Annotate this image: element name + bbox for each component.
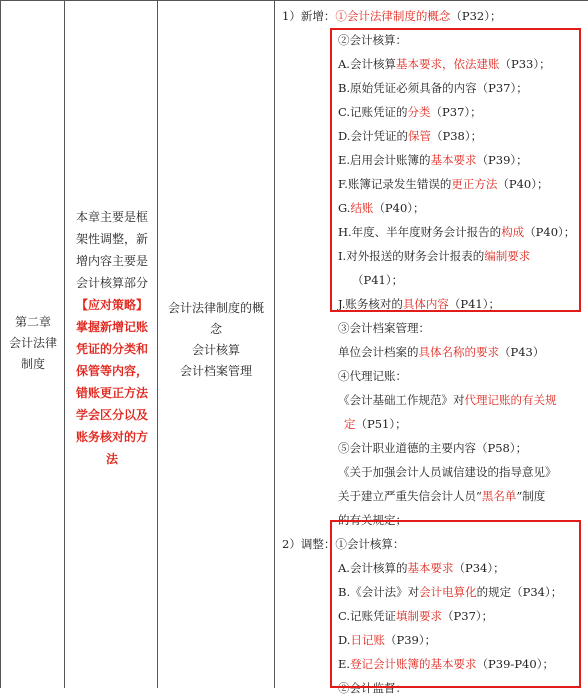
summary-line: 增内容主要是 [75, 254, 148, 268]
highlighted-text: 构成 [501, 225, 525, 239]
content-line [344, 412, 407, 436]
strategy-line: 凭证的分类和 [75, 342, 148, 356]
strategy-line: 【应对策略】 [75, 298, 148, 312]
highlighted-text: 基本要求，依法建账 [395, 57, 500, 71]
topic-line: 会计核算 [191, 343, 240, 357]
highlight-box-adjusted-accounting [330, 520, 581, 688]
content-text: ②会计监督： [338, 681, 407, 695]
highlighted-text: 会计电算化 [419, 585, 477, 599]
content-line [338, 364, 407, 388]
highlighted-text: 定 [344, 417, 356, 431]
strategy-line: 保管等内容， [75, 364, 148, 378]
border-left [0, 0, 1, 688]
content-text: E.启用会计账簿的 [338, 153, 431, 167]
highlighted-text: 具体名称的要求 [418, 345, 499, 359]
strategy-line: 错账更正方法 [75, 386, 148, 400]
highlighted-text: 基本要求 [430, 153, 477, 167]
content-text: D. [338, 633, 351, 647]
content-text: （P41）； [448, 297, 500, 311]
content-text: （P41）； [352, 273, 404, 287]
summary-cell [70, 206, 154, 470]
strategy-line: 账务核对的方 [75, 430, 148, 444]
content-text: （P38）； [430, 129, 483, 143]
content-line [282, 4, 501, 28]
content-line [338, 340, 544, 364]
topic-line: 念 [209, 322, 222, 336]
content-line [338, 388, 557, 412]
content-text: A.会计核算的 [338, 561, 408, 575]
summary-line: 本章主要是框 [75, 210, 148, 224]
highlighted-text: 基本要求 [407, 561, 454, 575]
content-text: （P40）； [524, 225, 576, 239]
highlighted-text: 保管 [407, 129, 431, 143]
column-divider [157, 0, 158, 688]
highlighted-text: 黑名单 [481, 489, 517, 503]
column-divider [274, 0, 275, 688]
highlighted-text: 具体内容 [402, 297, 449, 311]
content-text: （P39）； [476, 153, 528, 167]
content-text: B.原始凭证必须具备的内容（P37）； [338, 81, 528, 95]
highlighted-text: 填制要求 [396, 609, 443, 623]
content-line [338, 460, 557, 484]
content-text: E. [338, 657, 351, 671]
chapter-cell [4, 312, 62, 375]
highlighted-text: 分类 [407, 105, 431, 119]
content-text: ④代理记账： [338, 369, 407, 383]
content-text: ②会计核算： [338, 33, 407, 47]
content-text: ”制度 [516, 489, 546, 503]
border-top [0, 0, 588, 1]
content-text: 的有关规定； [338, 513, 407, 527]
highlighted-text: ①会计法律制度的概念 [335, 9, 451, 23]
summary-line: 架性调整，新 [75, 232, 148, 246]
highlighted-text: 编制要求 [484, 249, 531, 263]
content-text: （P37）； [442, 609, 494, 623]
strategy-line: 法 [105, 452, 118, 466]
chapter-line: 会计法律 [8, 336, 57, 350]
highlight-box-new-accounting [330, 28, 581, 312]
topics-cell [160, 298, 272, 382]
column-divider [64, 0, 65, 688]
content-text: 1）新增： [282, 9, 336, 23]
content-text: C.记账凭证的 [338, 105, 408, 119]
content-text: 的规定（P34）； [476, 585, 563, 599]
content-text: I.对外报送的财务会计报表的 [338, 249, 485, 263]
content-text: 2）调整： [282, 537, 336, 551]
content-text: J.账务核对的 [338, 297, 403, 311]
content-text: F.账簿记录发生错误的 [338, 177, 452, 191]
strategy-line: 学会区分以及 [75, 408, 148, 422]
content-text: （P40）； [497, 177, 549, 191]
highlighted-text: 登记会计账簿的基本要求 [350, 657, 477, 671]
content-text: （P40）； [373, 201, 425, 215]
summary-line: 会计核算部分 [75, 276, 148, 290]
content-text: ⑤会计职业道德的主要内容（P58）； [338, 441, 528, 455]
strategy-line: 掌握新增记账 [75, 320, 148, 334]
content-text: G. [338, 201, 351, 215]
content-line [338, 316, 430, 340]
content-text: 关于建立严重失信会计人员“ [338, 489, 482, 503]
content-line [338, 484, 545, 508]
content-text: （P43） [499, 345, 545, 359]
content-text: （P32）； [450, 9, 502, 23]
chapter-line: 制度 [20, 357, 45, 371]
content-text: ③会计档案管理： [338, 321, 430, 335]
content-text: H.年度、半年度财务会计报告的 [338, 225, 502, 239]
content-text: （P51）； [355, 417, 407, 431]
content-text: A.会计核算 [338, 57, 396, 71]
topic-line: 会计法律制度的概 [167, 301, 264, 315]
content-text: （P37）； [430, 105, 482, 119]
highlighted-text: 更正方法 [451, 177, 498, 191]
content-text: ①会计核算： [335, 537, 405, 551]
highlighted-text: 代理记账的有关规 [464, 393, 557, 407]
content-text: （P39-P40）； [476, 657, 554, 671]
content-text: 《关于加强会计人员诚信建设的指导意见》 [338, 465, 557, 479]
content-text: D.会计凭证的 [338, 129, 408, 143]
content-line [338, 436, 527, 460]
highlighted-text: 结账 [350, 201, 374, 215]
content-text: B.《会计法》对 [338, 585, 420, 599]
content-text: C.记账凭证 [338, 609, 397, 623]
content-text: 单位会计档案的 [338, 345, 419, 359]
topic-line: 会计档案管理 [179, 364, 252, 378]
content-text: （P34）； [453, 561, 505, 575]
chapter-line: 第二章 [14, 315, 51, 329]
content-text: （P33）； [499, 57, 551, 71]
highlighted-text: 日记账 [350, 633, 385, 647]
content-text: 《会计基础工作规范》对 [338, 393, 465, 407]
content-text: （P39）； [384, 633, 437, 647]
